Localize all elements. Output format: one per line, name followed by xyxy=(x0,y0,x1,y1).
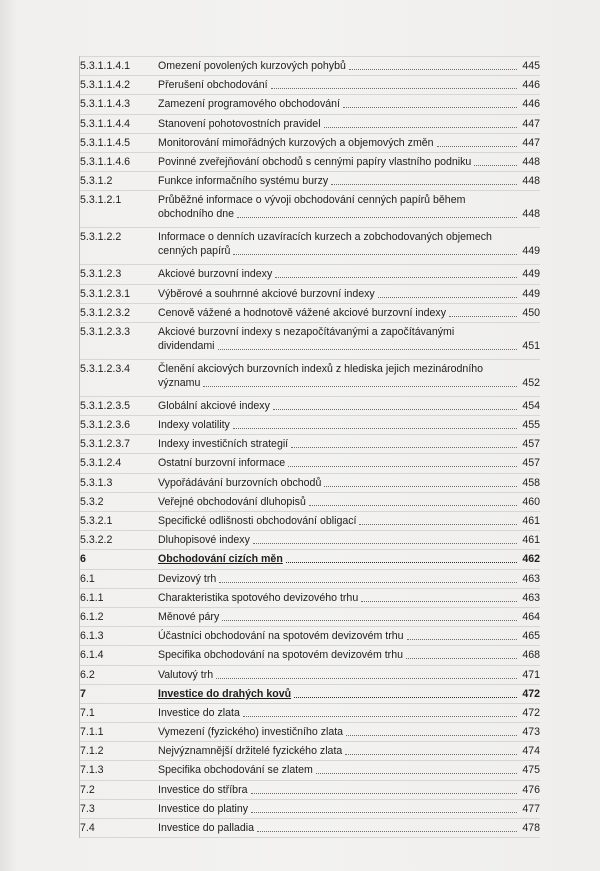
toc-entry-title: Funkce informačního systému burzy xyxy=(158,175,329,188)
toc-entry xyxy=(80,322,540,359)
dot-leader xyxy=(291,446,517,448)
toc-entry-number: 7.4 xyxy=(80,822,95,834)
toc-entry-page-number: 452 xyxy=(522,376,540,389)
toc-entry-number: 5.3.1.2.3 xyxy=(80,268,122,281)
dot-leader xyxy=(345,753,517,755)
toc-entry-number: 5.3.1.1.4.4 xyxy=(80,117,131,130)
toc-entry-page-number: 449 xyxy=(522,245,540,258)
toc-entry-title: Nejvýznamnější držitelé fyzického zlata xyxy=(158,745,343,758)
toc-entry-number: 7.1.2 xyxy=(80,745,104,758)
toc-entry xyxy=(80,190,540,227)
toc-entry-title: významu xyxy=(158,376,201,389)
toc-entry xyxy=(80,799,540,818)
toc-entry-title-first-line: Průběžné informace o vývoji obchodování cenných papírů během xyxy=(158,194,466,207)
toc-entry-page-number: 471 xyxy=(522,668,540,681)
toc-entry xyxy=(80,396,540,415)
toc-entry-page-number: 455 xyxy=(522,419,540,432)
toc-entry xyxy=(80,94,540,113)
toc-entry-page-number: 464 xyxy=(522,610,540,623)
toc-entry-page-number: 473 xyxy=(522,726,540,739)
toc-entry-number: 5.3.1.2.3.3 xyxy=(80,325,131,338)
toc-entry-number: 5.3.1.2.3.5 xyxy=(80,399,131,412)
toc-entry-page-number: 465 xyxy=(522,630,540,643)
toc-entry-number: 6.1 xyxy=(80,572,95,585)
toc-entry-number: 7.3 xyxy=(80,802,95,815)
toc-entry-title: Přerušení obchodování xyxy=(158,79,268,92)
dot-leader xyxy=(449,315,517,317)
toc-entry-title: Monitorování mimořádných kurzových a objemových změn xyxy=(158,136,434,149)
toc-entry xyxy=(80,780,540,799)
toc-entry-title-first-line: Členění akciových burzovních indexů z hlediska jejich mezinárodního xyxy=(158,362,484,375)
toc-entry-page-number: 461 xyxy=(522,515,540,527)
toc-entry-page-number: 472 xyxy=(522,706,540,719)
dot-leader xyxy=(288,465,517,467)
dot-leader xyxy=(378,296,517,298)
toc-entry xyxy=(80,453,540,472)
toc-entry-title: Zamezení programového obchodování xyxy=(158,98,340,111)
toc-entry-number: 7.1 xyxy=(80,706,95,719)
dot-leader xyxy=(233,427,517,429)
toc-entry-title: Měnové páry xyxy=(158,610,220,623)
toc-entry-page-number: 463 xyxy=(522,591,540,604)
toc-entry-number: 6.1.1 xyxy=(80,591,104,604)
dot-leader xyxy=(406,657,517,659)
dot-leader xyxy=(359,523,517,525)
toc-entry-number: 5.3.1.2 xyxy=(80,175,113,188)
dot-leader xyxy=(251,811,517,813)
toc-entry-number: 5.3.2 xyxy=(80,495,104,508)
toc-entry-page-number: 462 xyxy=(522,553,540,566)
toc-entry xyxy=(80,56,540,75)
dot-leader xyxy=(253,542,517,544)
toc-entry xyxy=(80,75,540,94)
dot-leader xyxy=(437,145,517,147)
toc-entry-page-number: 474 xyxy=(522,745,540,758)
toc-entry xyxy=(80,607,540,626)
toc-entry-number: 5.3.1.2.4 xyxy=(80,457,122,470)
toc-entry-title: Výběrové a souhrnné akciové burzovní indexy xyxy=(158,287,375,300)
toc-entry xyxy=(80,303,540,322)
toc-entry xyxy=(80,588,540,607)
toc-entry-title: Specifické odlišnosti obchodování obligací xyxy=(158,515,357,527)
dot-leader xyxy=(251,792,518,794)
toc-entry-title: Vymezení (fyzického) investičního zlata xyxy=(158,726,344,739)
toc-entry-page-number: 447 xyxy=(522,136,540,149)
toc-entry-title: Specifika obchodování se zlatem xyxy=(158,764,313,777)
toc-entry-title: obchodního dne xyxy=(158,208,234,221)
dot-leader xyxy=(346,734,517,736)
toc-entry xyxy=(80,415,540,434)
toc-entry xyxy=(80,818,540,838)
toc-entry xyxy=(80,703,540,722)
toc-entry-number: 6.1.4 xyxy=(80,649,104,662)
dot-leader xyxy=(273,408,517,410)
dot-leader xyxy=(474,164,517,166)
dot-leader xyxy=(216,677,517,679)
toc-entry xyxy=(80,760,540,779)
toc-entry xyxy=(80,133,540,152)
toc-entry-title: Povinné zveřejňování obchodů s cennými papíry vlastního podniku xyxy=(158,155,472,168)
toc-entry xyxy=(80,511,540,530)
toc-entry-page-number: 478 xyxy=(522,822,540,834)
dot-leader xyxy=(343,106,517,108)
toc-entry-title: Specifika obchodování na spotovém devizovém trhu xyxy=(158,649,403,662)
toc-entry-page-number: 454 xyxy=(522,399,540,412)
toc-entry-page-number: 447 xyxy=(522,117,540,130)
toc-entry-page-number: 457 xyxy=(522,457,540,470)
toc-entry-title: Indexy volatility xyxy=(158,419,230,432)
toc-entry xyxy=(80,434,540,453)
toc-entry-title: Investice do platiny xyxy=(158,802,249,815)
dot-leader xyxy=(286,561,517,563)
toc-entry-title: Vypořádávání burzovních obchodů xyxy=(158,476,322,489)
toc-entry-number: 5.3.1.2.3.7 xyxy=(80,438,131,451)
toc-entry-title: Dluhopisové indexy xyxy=(158,534,250,547)
toc-entry-number: 6.2 xyxy=(80,668,95,681)
dot-leader xyxy=(237,216,517,218)
dot-leader xyxy=(243,715,517,717)
toc-entry-number: 6.1.3 xyxy=(80,630,104,643)
toc-entry-number: 5.3.1.2.3.4 xyxy=(80,362,131,375)
dot-leader xyxy=(316,772,517,774)
dot-leader xyxy=(331,183,517,185)
toc-entry-page-number: 449 xyxy=(522,287,540,300)
toc-entry-title-first-line: Informace o denních uzavíracích kurzech a zobchodovaných objemech xyxy=(158,231,492,244)
toc-entry xyxy=(80,264,540,283)
toc-entry xyxy=(80,741,540,760)
toc-entry-page-number: 472 xyxy=(522,687,540,700)
toc-entry-number: 5.3.2.1 xyxy=(80,515,113,527)
toc-entry-page-number: 477 xyxy=(522,802,540,815)
toc-entry-number: 5.3.1.2.1 xyxy=(80,194,122,207)
toc-entry-title-first-line: Akciové burzovní indexy s nezapočítávanými a započítávanými xyxy=(158,325,455,338)
dot-leader xyxy=(271,87,517,89)
toc-entry-number: 5.3.1.3 xyxy=(80,476,113,489)
toc-entry xyxy=(80,645,540,664)
toc-entry-page-number: 476 xyxy=(522,783,540,796)
toc-entry-page-number: 468 xyxy=(522,649,540,662)
toc-entry-title: Valutový trh xyxy=(158,668,214,681)
toc-entry xyxy=(80,114,540,133)
toc-entry-page-number: 457 xyxy=(522,438,540,451)
dot-leader xyxy=(361,600,517,602)
toc-entry-title: dividendami xyxy=(158,339,215,352)
dot-leader xyxy=(294,696,517,698)
toc-entry-number: 7.1.3 xyxy=(80,764,104,777)
dot-leader xyxy=(349,68,517,70)
toc-entry-page-number: 458 xyxy=(522,476,540,489)
toc-entry-title: Veřejné obchodování dluhopisů xyxy=(158,495,306,508)
toc-entry-number: 7.2 xyxy=(80,783,95,796)
toc-entry-number: 5.3.1.1.4.5 xyxy=(80,136,131,149)
toc-entry xyxy=(80,684,540,703)
toc-entry-title: Omezení povolených kurzových pohybů xyxy=(158,60,346,72)
toc-entry-page-number: 446 xyxy=(522,79,540,92)
toc-entry xyxy=(80,359,540,396)
toc-entry-title: Účastníci obchodování na spotovém devizovém trhu xyxy=(158,630,404,643)
toc-entry-page-number: 446 xyxy=(522,98,540,111)
toc-entry-number: 6.1.2 xyxy=(80,610,104,623)
toc-entry-number: 5.3.1.2.3.2 xyxy=(80,306,131,319)
toc-entry xyxy=(80,569,540,588)
toc-entry xyxy=(80,227,540,264)
toc-entry xyxy=(80,549,540,568)
toc-entry xyxy=(80,626,540,645)
toc-entry-number: 7 xyxy=(80,687,86,700)
toc-entry-page-number: 475 xyxy=(522,764,540,777)
toc-entry-number: 5.3.1.1.4.3 xyxy=(80,98,131,111)
toc-entry-page-number: 445 xyxy=(522,60,540,72)
dot-leader xyxy=(233,253,517,255)
toc-entry-number: 5.3.1.2.3.6 xyxy=(80,419,131,432)
toc-entry-number: 5.3.1.2.3.1 xyxy=(80,287,131,300)
toc-entry-title: Akciové burzovní indexy xyxy=(158,268,273,281)
toc-entry-title: Cenově vážené a hodnotově vážené akciové burzovní indexy xyxy=(158,306,446,319)
toc-entry xyxy=(80,492,540,511)
toc-entry-page-number: 450 xyxy=(522,306,540,319)
toc-entry-page-number: 448 xyxy=(522,208,540,221)
dot-leader xyxy=(203,385,517,387)
toc-entry-number: 5.3.1.1.4.2 xyxy=(80,79,131,92)
toc-entry-page-number: 460 xyxy=(522,495,540,508)
dot-leader xyxy=(324,485,517,487)
toc-entry-number: 5.3.2.2 xyxy=(80,534,113,547)
toc-entry-page-number: 449 xyxy=(522,268,540,281)
dot-leader xyxy=(219,581,517,583)
dot-leader xyxy=(218,348,517,350)
toc-entry-page-number: 451 xyxy=(522,339,540,352)
toc-entry-title: cenných papírů xyxy=(158,245,231,258)
dot-leader xyxy=(309,504,517,506)
dot-leader xyxy=(275,276,517,278)
toc-entry-page-number: 448 xyxy=(522,155,540,168)
toc-entry-page-number: 461 xyxy=(522,534,540,547)
toc-entry-page-number: 463 xyxy=(522,572,540,585)
toc-entry-number: 5.3.1.1.4.1 xyxy=(80,60,131,72)
toc-entry-title: Stanovení pohotovostních pravidel xyxy=(158,117,321,130)
toc-entry-title: Charakteristika spotového devizového trhu xyxy=(158,591,359,604)
toc-entry xyxy=(80,284,540,303)
toc-entry xyxy=(80,473,540,492)
toc-entry-page-number: 448 xyxy=(522,175,540,188)
dot-leader xyxy=(257,830,517,832)
toc-entry-number: 5.3.1.2.2 xyxy=(80,231,122,244)
toc-entry-title: Investice do stříbra xyxy=(158,783,248,796)
dot-leader xyxy=(324,126,517,128)
toc-entry-title: Investice do zlata xyxy=(158,706,240,719)
toc-entry-number: 5.3.1.1.4.6 xyxy=(80,155,131,168)
toc-entry xyxy=(80,171,540,190)
toc-entry-number: 7.1.1 xyxy=(80,726,104,739)
toc-entry-title: Devizový trh xyxy=(158,572,217,585)
toc-entry xyxy=(80,530,540,549)
toc-entry-title: Globální akciové indexy xyxy=(158,399,270,412)
toc-entry-title: Obchodování cizích měn xyxy=(158,553,283,566)
toc-entry xyxy=(80,722,540,741)
toc-entry-title: Ostatní burzovní informace xyxy=(158,457,286,470)
toc-entry xyxy=(80,665,540,684)
table-of-contents xyxy=(79,56,540,838)
dot-leader xyxy=(222,619,517,621)
toc-entry-title: Investice do drahých kovů xyxy=(158,687,292,700)
toc-entry xyxy=(80,152,540,171)
toc-entry-title: Indexy investičních strategií xyxy=(158,438,289,451)
toc-entry-title: Investice do palladia xyxy=(158,822,254,834)
dot-leader xyxy=(407,638,517,640)
toc-entry-number: 6 xyxy=(80,553,86,566)
